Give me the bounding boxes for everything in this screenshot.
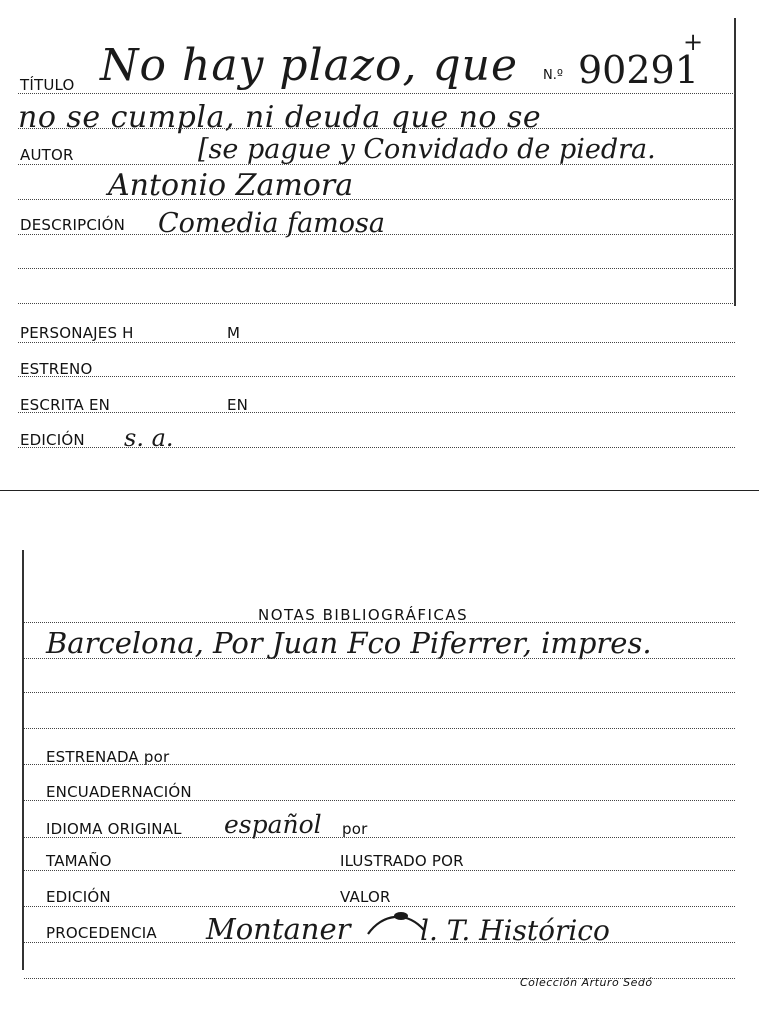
procedencia-rule xyxy=(24,942,735,943)
descripcion-rule xyxy=(18,234,735,235)
numero-value: 90291 xyxy=(578,48,699,92)
edicion-value: s. a. xyxy=(124,424,174,452)
top-catalog-card xyxy=(0,0,759,500)
ilustrado-label: ILUSTRADO POR xyxy=(340,852,464,870)
numero-mark: + xyxy=(683,28,704,56)
blank-rule-3 xyxy=(24,692,735,693)
tamano-rule xyxy=(24,870,735,871)
idioma-value: español xyxy=(224,810,322,839)
escrita-rule xyxy=(18,412,735,413)
personajes-rule xyxy=(18,342,735,343)
blank-rule-4 xyxy=(24,728,735,729)
procedencia-label: PROCEDENCIA xyxy=(46,924,157,942)
titulo-rule-2 xyxy=(18,128,735,129)
autor-value: Antonio Zamora xyxy=(108,168,354,203)
edicion-label: EDICIÓN xyxy=(20,431,85,449)
card-left-border xyxy=(22,550,24,970)
personajes-label: PERSONAJES H xyxy=(20,324,134,342)
blank-rule-2 xyxy=(18,303,735,304)
titulo-line-1: No hay plazo, que xyxy=(100,40,519,91)
notas-title: NOTAS BIBLIOGRÁFICAS xyxy=(258,606,469,624)
titulo-line-2: no se cumpla, ni deuda que no se xyxy=(18,100,542,135)
personajes-m-label: M xyxy=(227,324,241,342)
tamano-label: TAMAÑO xyxy=(46,852,112,870)
procedencia-value-2: l. T. Histórico xyxy=(420,914,610,947)
autor-label: AUTOR xyxy=(20,146,74,164)
edicion-rule xyxy=(18,447,735,448)
escrita-en-label: ESCRITA EN xyxy=(20,396,111,414)
titulo-rule xyxy=(18,93,735,94)
card-right-border xyxy=(734,18,736,306)
estreno-rule xyxy=(18,376,735,377)
numero-label: N.º xyxy=(543,68,563,83)
idioma-label: IDIOMA ORIGINAL xyxy=(46,820,182,838)
valor-label: VALOR xyxy=(340,888,391,906)
notas-rule xyxy=(24,622,735,623)
card-separator xyxy=(0,490,759,491)
encuadernacion-rule xyxy=(24,800,735,801)
bottom-catalog-card xyxy=(0,540,759,1028)
en-label: EN xyxy=(227,396,249,414)
edicion-bottom-label: EDICIÓN xyxy=(46,888,111,906)
estreno-label: ESTRENO xyxy=(20,360,93,378)
idioma-por-label: por xyxy=(342,820,368,838)
blank-rule-1 xyxy=(18,268,735,269)
descripcion-value: Comedia famosa xyxy=(158,208,385,239)
autor-rule-2 xyxy=(18,199,735,200)
estrenada-rule xyxy=(24,764,735,765)
titulo-label: TÍTULO xyxy=(20,76,75,94)
collection-footer: Colección Arturo Sedó xyxy=(520,976,653,989)
idioma-rule xyxy=(24,837,735,838)
procedencia-value: Montaner xyxy=(206,912,351,946)
autor-rule xyxy=(18,164,735,165)
estrenada-label: ESTRENADA por xyxy=(46,748,170,766)
notas-value: Barcelona, Por Juan Fco Piferrer, impres. xyxy=(46,626,652,660)
descripcion-label: DESCRIPCIÓN xyxy=(20,216,126,234)
encuadernacion-label: ENCUADERNACIÓN xyxy=(46,783,192,801)
titulo-line-3: [se pague y Convidado de piedra. xyxy=(198,134,656,165)
notas-rule-2 xyxy=(24,658,735,659)
